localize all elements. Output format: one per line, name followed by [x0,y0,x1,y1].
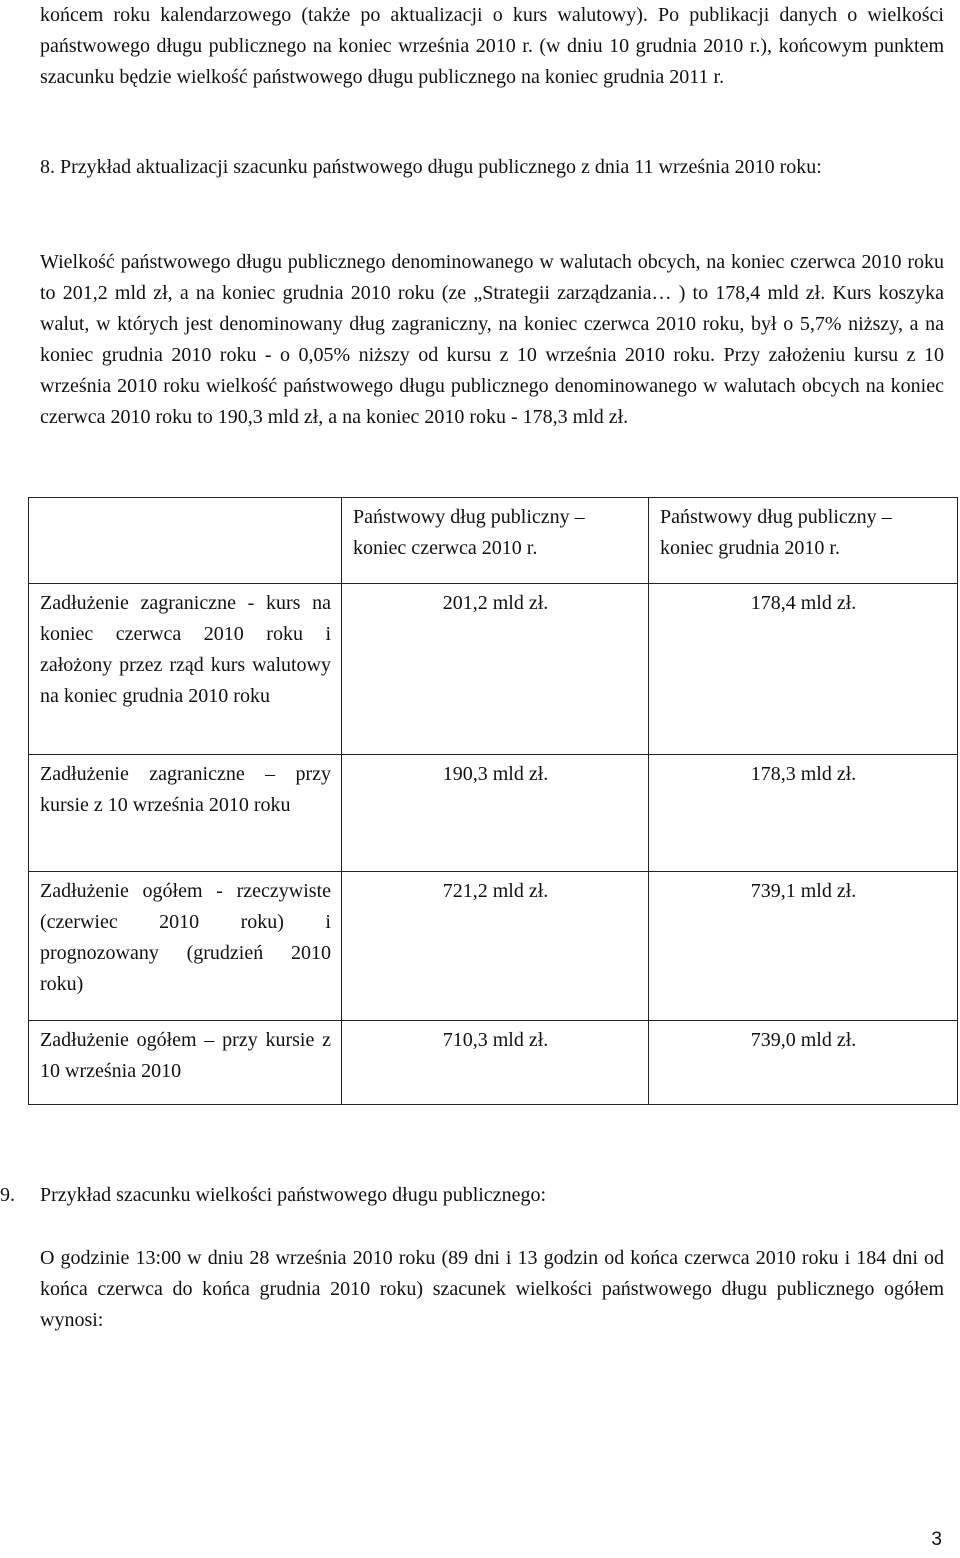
section-9-heading [0,1180,944,1211]
table-header-row [29,498,958,584]
value-december: 739,1 mld zł. [649,872,958,1021]
table-row [29,584,958,755]
value-june: 710,3 mld zł. [342,1021,649,1105]
value-june: 201,2 mld zł. [342,584,649,755]
table-row [29,755,958,872]
section-8-body: Wielkość państwowego długu publicznego denominowanego w walutach obcych, na koniec czerwca 2010 roku to 201,2 mld zł, a na koniec grudnia 2010 roku (ze „Strategii zarządzania… ) to 178,4 mld zł. Kurs koszyka walut, w których jest denominowany dług zagraniczny, na koniec czerwca 2010 roku, był o 5,7% niższy, a na koniec grudnia 2010 roku - o 0,05% niższy od kursu z 10 września 2010 roku. Przy założeniu kursu z 10 września 2010 roku wielkość państwowego długu publicznego denominowanego w walutach obcych na koniec czerwca 2010 roku to 190,3 mld zł, a na koniec 2010 roku - 178,3 mld zł. [40,251,944,428]
section-8-heading: 8. Przykład aktualizacji szacunku państwowego długu publicznego z dnia 11 września 2010 roku: [40,156,822,178]
intro-paragraph: końcem roku kalendarzowego (także po aktualizacji o kurs walutowy). Po publikacji danych o wielkości państwowego długu publicznego na koniec września 2010 r. (w dniu 10 grudnia 2010 r.), końcowym punktem szacunku będzie wielkość państwowego długu publicznego na koniec grudnia 2011 r. [40,4,944,88]
table-header-june: Państwowy dług publiczny – koniec czerwca 2010 r. [342,498,649,584]
section-9-body: O godzinie 13:00 w dniu 28 września 2010 roku (89 dni i 13 godzin od końca czerwca 2010 roku i 184 dni od końca czerwca do końca grudnia 2010 roku) szacunek wielkości państwowego długu publicznego ogółem wynosi: [40,1247,944,1331]
row-label: Zadłużenie ogółem - rzeczywiste (czerwiec 2010 roku) i prognozowany (grudzień 2010 roku) [29,872,342,1021]
value-june: 190,3 mld zł. [342,755,649,872]
debt-table [28,497,958,1105]
value-december: 178,4 mld zł. [649,584,958,755]
row-label: Zadłużenie ogółem – przy kursie z 10 września 2010 [29,1021,342,1105]
table-header-empty [29,498,342,584]
row-label: Zadłużenie zagraniczne - kurs na koniec czerwca 2010 roku i założony przez rząd kurs walutowy na koniec grudnia 2010 roku [29,584,342,755]
table-header-december: Państwowy dług publiczny – koniec grudnia 2010 r. [649,498,958,584]
section-9-number: 9. [0,1184,15,1206]
value-december: 178,3 mld zł. [649,755,958,872]
value-december: 739,0 mld zł. [649,1021,958,1105]
section-9-title: Przykład szacunku wielkości państwowego długu publicznego: [40,1184,546,1206]
page-number: 3 [931,1529,942,1550]
value-june: 721,2 mld zł. [342,872,649,1021]
table-row-total [29,1021,958,1105]
row-label: Zadłużenie zagraniczne – przy kursie z 10 września 2010 roku [29,755,342,872]
table-row [29,872,958,1021]
